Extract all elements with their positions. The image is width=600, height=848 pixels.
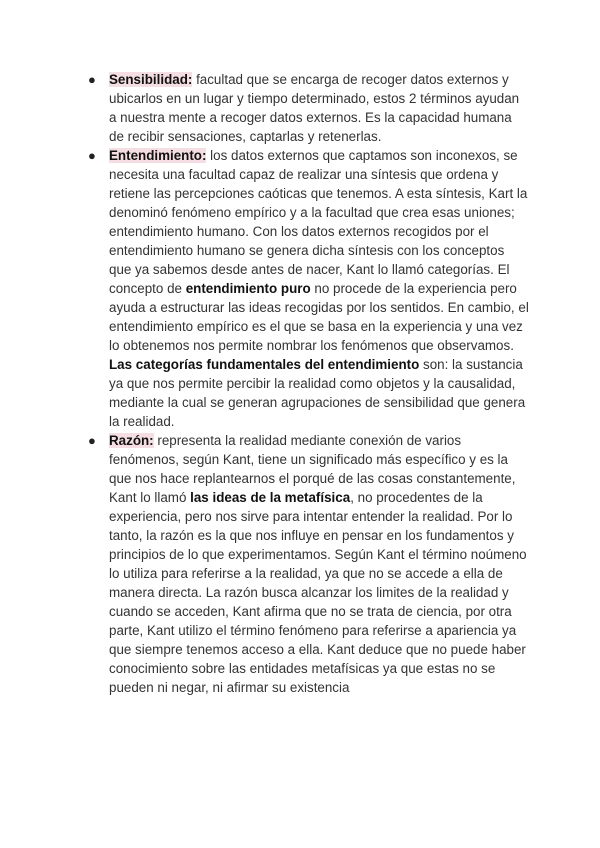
list-item-razon <box>85 431 530 697</box>
definition-text: facultad que se encarga de recoger datos externos y ubicarlos en un lugar y tiempo determinado, estos 2 términos ayudan a nuestra mente a recoger datos externos. Es la capacidad humana de recibir sensaciones, captarlas y retenerlas. <box>109 72 520 144</box>
bullet-icon: ● <box>88 148 96 163</box>
list-item-entendimiento <box>85 146 530 431</box>
definition-text: son: la sustancia ya que nos permite percibir la realidad como objetos y la causalidad, mediante la cual se generan agrupaciones de sensibilidad que genera la realidad. <box>109 357 526 429</box>
definition-text: los datos externos que captamos son inconexos, se necesita una facultad capaz de realizar una síntesis que ordena y retiene las percepciones caóticas que tenemos. A esta síntesis, Kart la denominó fenómeno empírico y a la facultad que crea esas uniones; entendimiento humano. Con los datos externos recogidos por el entendimiento humano se genera dicha síntesis con los conceptos que ya sabemos desde antes de nacer, Kant lo llamó categorías. El concepto de <box>109 148 528 296</box>
definition-text: , no procedentes de la experiencia, pero nos sirve para intentar entender la realidad. Por lo tanto, la razón es la que nos influye en pensar en los fundamentos y principios de lo que experimentamos. Según Kant el término noúmeno lo utiliza para referirse a la realidad, ya que no se accede a ella de manera directa. La razón busca alcanzar los limites de la realidad y cuando se acceden, Kant afirma que no se trata de ciencia, por otra parte, Kant utilizo el término fenómeno para referirse a apariencia ya que siempre tenemos acceso a ella. Kant deduce que no puede haber conocimiento sobre las entidades metafísicas ya que estas no se pueden ni negar, ni afirmar su existencia <box>109 490 527 695</box>
bold-phrase-categorias: Las categorías fundamentales del entendimiento <box>109 357 420 372</box>
bold-phrase-entendimiento-puro: entendimiento puro <box>185 281 311 296</box>
list-item-sensibilidad <box>85 70 530 146</box>
definition-text: no procede de la experiencia pero ayuda a estructurar las ideas recogidas por los sentidos. En cambio, el entendimiento empírico es el que se basa en la experiencia y una vez lo obtenemos nos permite nombrar los fenómenos que observamos. <box>109 281 529 353</box>
term-razon: Razón: <box>109 433 154 448</box>
term-sensibilidad: Sensibilidad: <box>109 72 193 87</box>
bullet-icon: ● <box>88 433 96 448</box>
definition-text: representa la realidad mediante conexión de varios fenómenos, según Kant, tiene un significado más específico y es la que nos hace replantearnos el porqué de las cosas constantemente, Kant lo llamó <box>109 433 516 505</box>
bold-phrase-ideas-metafisica: las ideas de la metafísica <box>190 490 351 505</box>
term-entendimiento: Entendimiento: <box>109 148 207 163</box>
bullet-icon: ● <box>88 72 96 87</box>
bullet-list <box>85 70 530 697</box>
